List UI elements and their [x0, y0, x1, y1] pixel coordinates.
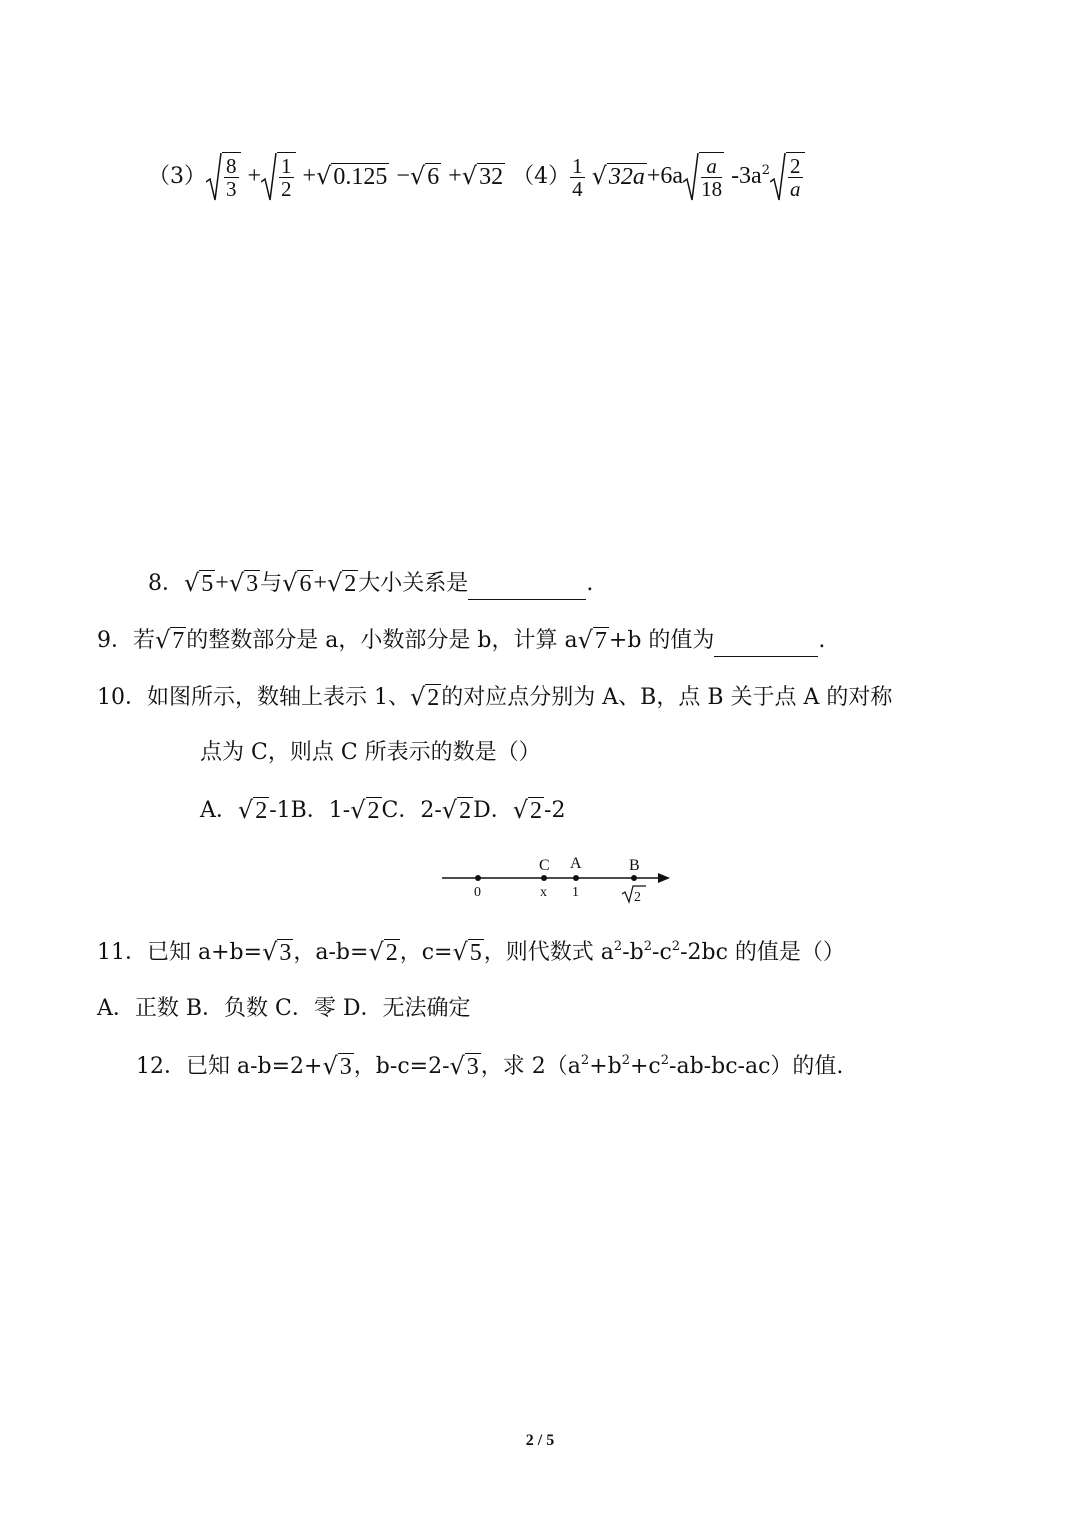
- part3-label: （3）: [148, 164, 206, 189]
- tick-x: x: [540, 885, 547, 900]
- radical-2: √2: [410, 683, 440, 711]
- tick-sqrt2: [622, 886, 646, 905]
- point-0: [475, 875, 481, 881]
- radical-2: √2: [350, 796, 380, 824]
- tick-0: 0: [474, 885, 481, 900]
- label-A: A: [570, 855, 582, 872]
- tick-1: 1: [572, 885, 579, 900]
- point-B: [631, 875, 637, 881]
- part4-label: （4）: [512, 164, 571, 189]
- radical-3: √3: [228, 569, 259, 597]
- answer-blank: [468, 577, 586, 600]
- question-10-line2: 点为 C，则点 C 所表示的数是（）: [200, 740, 541, 765]
- label-B: B: [629, 857, 640, 874]
- label-C: C: [539, 857, 550, 874]
- radical-6: √6: [282, 569, 312, 597]
- number-line-figure: [440, 852, 680, 912]
- radical-0125: √0.125: [316, 162, 388, 190]
- radical-32: √32: [461, 162, 504, 190]
- point-C: [541, 875, 547, 881]
- radical-5: √5: [184, 569, 214, 597]
- q7-parts-3-4: （3） $\frac{8}{3}$ + $\frac{1}{2}$ +√0.125 −√6 +√32 （4） $\frac{1}{4}$ √32a+6a $\frac{a}{18}$ $-3a^2$ $\frac{2}{a}$: [148, 148, 805, 206]
- radical-icon: [206, 152, 222, 202]
- radical-6: √6: [409, 162, 440, 190]
- radical-2: √2: [368, 938, 398, 966]
- answer-blank: [714, 634, 818, 657]
- radical-icon: [683, 152, 699, 202]
- axis-arrow-icon: [658, 873, 670, 883]
- radical-3: √3: [262, 938, 292, 966]
- radical-2: √2: [441, 796, 472, 824]
- question-10-line1: 10．如图所示，数轴上表示 1、√2的对应点分别为 A、B，点 B 关于点 A 的对称: [97, 682, 892, 714]
- radical-7: √7: [155, 626, 185, 654]
- radical-frac-a-18: $\frac{a}{18}$: [683, 152, 724, 202]
- svg-text:2: 2: [634, 890, 641, 905]
- radical-2: √2: [237, 796, 268, 824]
- radical-frac-8-3: $\frac{8}{3}$: [206, 152, 241, 202]
- question-9: 9．若√7的整数部分是 a，小数部分是 b，计算 a√7+b 的值为 .: [97, 625, 825, 657]
- question-11-options: A．正数 B．负数 C．零 D．无法确定: [97, 996, 471, 1021]
- coef-frac-1-4: $\frac{1}{4}$: [572, 153, 583, 201]
- radical-2: √2: [512, 796, 543, 824]
- radical-7: √7: [577, 626, 607, 654]
- question-11: 11．已知 a+b=√3，a-b=√2，c=√5，则代数式 $a^2-b^2-c^2-2bc$ 的值是（）: [97, 937, 845, 969]
- question-12: 12．已知 a-b=2+√3，b-c=2-√3，求 $2(a^2+b^2+c^2-ab-bc-ac)$的值.: [136, 1051, 843, 1083]
- question-10-options: A．√2-1B．1-√2C．2-√2D．√2-2: [200, 795, 565, 827]
- radical-frac-1-2: $\frac{1}{2}$: [261, 152, 296, 202]
- radical-2: √2: [327, 569, 357, 597]
- radical-3: √3: [322, 1052, 352, 1080]
- point-A: [573, 875, 579, 881]
- radical-5: √5: [452, 938, 482, 966]
- radical-3: √3: [449, 1052, 479, 1080]
- radical-frac-2-a: $\frac{2}{a}$: [770, 152, 805, 202]
- radical-icon: [261, 152, 277, 202]
- page-number: 2 / 5: [525, 1432, 555, 1449]
- radical-32a: √32a: [591, 162, 645, 190]
- radical-icon: [770, 152, 786, 202]
- question-8: 8．√5+√3与√6+√2大小关系是 .: [148, 568, 593, 600]
